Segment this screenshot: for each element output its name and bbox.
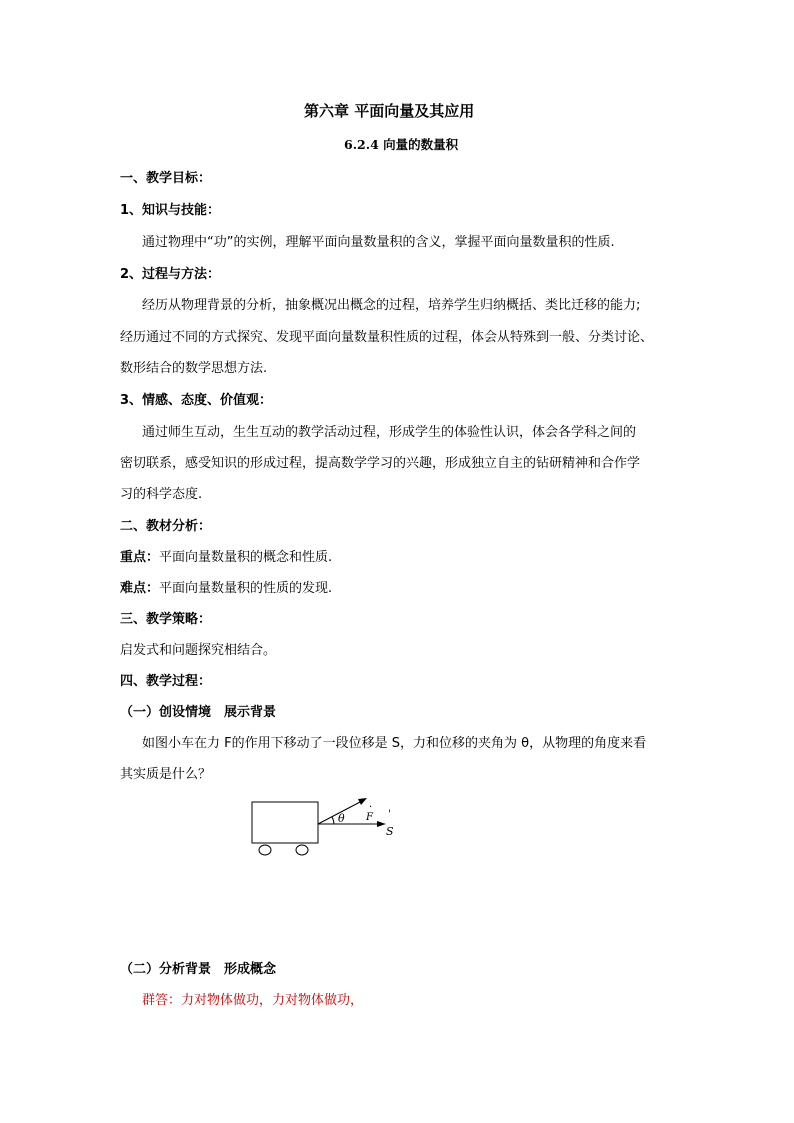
cart-wheel-right: [296, 845, 308, 855]
difficulty-line: [120, 577, 332, 596]
cart-force-diagram: [240, 790, 410, 862]
heading-knowledge-skills: 1、知识与技能：: [120, 203, 221, 218]
paragraph-emotions-line-3: 习的科学态度.: [120, 487, 203, 502]
heading-material-analysis: 二、教材分析：: [120, 519, 212, 534]
displacement-label: S: [386, 825, 394, 838]
key-point-text: 平面向量数量积的概念和性质.: [159, 550, 333, 565]
force-vector-mark: ·: [369, 802, 373, 813]
displacement-vector-mark: ': [388, 809, 391, 820]
heading-emotions-values: 3、情感、态度、价值观：: [120, 393, 273, 408]
chapter-title: 第六章 平面向量及其应用: [304, 102, 475, 120]
heading-objectives: 一、教学目标：: [120, 171, 212, 186]
heading-process-methods: 2、过程与方法：: [120, 267, 221, 282]
heading-teaching-strategy: 三、教学策略：: [120, 612, 212, 627]
paragraph-situation-line-1: 如图小车在力 F的作用下移动了一段位移是 S，力和位移的夹角为 θ，从物理的角度来看: [142, 736, 647, 751]
displacement-arrowhead: [377, 821, 386, 827]
heading-create-situation: （一）创设情境 展示背景: [120, 705, 277, 720]
paragraph-process-line-2: 经历通过不同的方式探究、发现平面向量数量积性质的过程，体会从特殊到一般、分类讨论、: [120, 330, 654, 345]
paragraph-process-line-3: 数形结合的数学思想方法.: [120, 361, 268, 376]
force-arrowhead: [358, 798, 367, 805]
heading-teaching-process: 四、教学过程：: [120, 674, 212, 689]
difficulty-text: 平面向量数量积的性质的发现.: [159, 581, 333, 596]
paragraph-strategy: 启发式和问题探究相结合。: [120, 643, 277, 658]
cart-body: [252, 802, 318, 843]
heading-analyze-background: （二）分析背景 形成概念: [120, 962, 277, 977]
key-point-label: 重点：: [120, 550, 160, 565]
angle-arc: [332, 817, 334, 824]
paragraph-emotions-line-1: 通过师生互动，生生互动的教学活动过程，形成学生的体验性认识，体会各学科之间的: [142, 425, 637, 440]
group-answer-line: 群答：力对物体做功，力对物体做功，: [142, 993, 364, 1008]
force-label: F: [366, 812, 373, 823]
section-title: 6.2.4 向量的数量积: [344, 137, 459, 152]
difficulty-label: 难点：: [120, 581, 160, 596]
cart-wheel-left: [259, 845, 271, 855]
paragraph-emotions-line-2: 密切联系，感受知识的形成过程，提高数学学习的兴趣，形成独立自主的钻研精神和合作学: [120, 456, 641, 471]
paragraph-situation-line-2: 其实质是什么？: [120, 767, 212, 782]
paragraph-knowledge-skills: 通过物理中“功”的实例，理解平面向量数量积的含义，掌握平面向量数量积的性质.: [142, 235, 615, 250]
key-point-line: [120, 546, 332, 565]
theta-label: θ: [338, 812, 345, 825]
paragraph-process-line-1: 经历从物理背景的分析，抽象概况出概念的过程，培养学生归纳概括、类比迁移的能力;: [142, 298, 641, 313]
